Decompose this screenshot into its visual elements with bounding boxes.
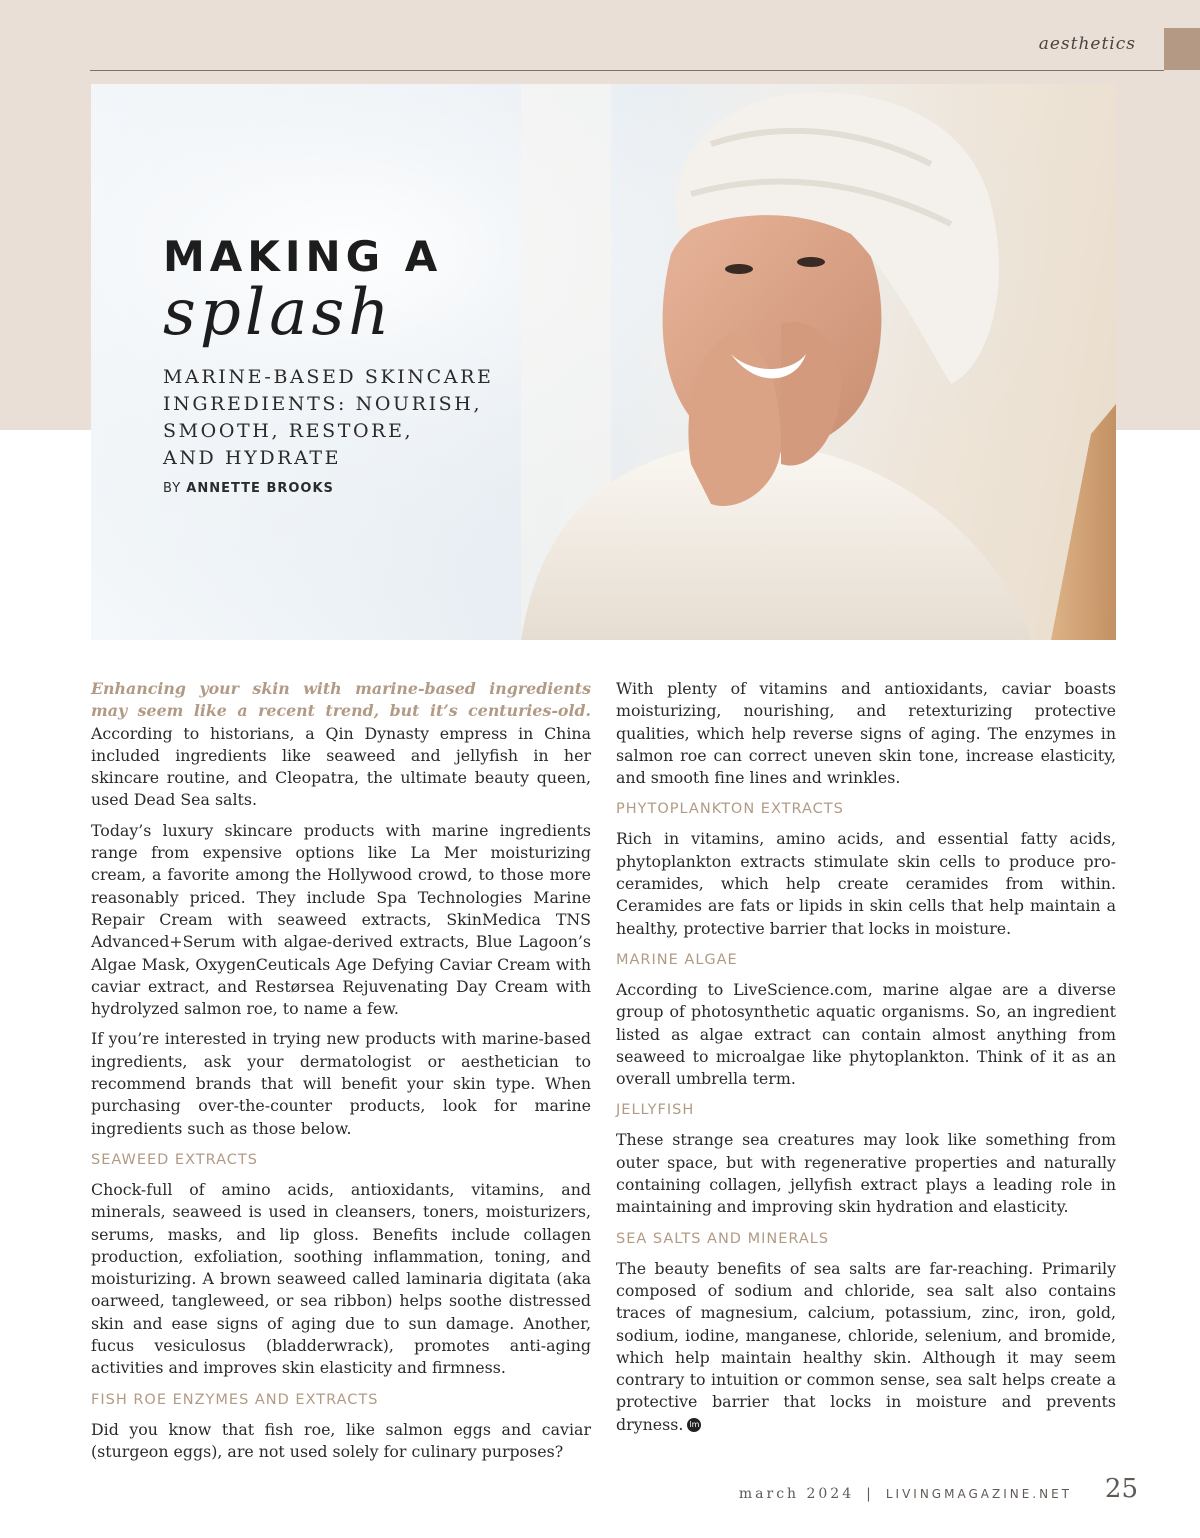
paragraph-text: According to historians, a Qin Dynasty empress in China included ingredients like seaweed and jellyfish in her skincare routine, and Cleopatra, the ultimate beauty queen, used Dead Sea salts. — [91, 723, 591, 810]
subhead-marine-algae: MARINE ALGAE — [616, 951, 738, 968]
article-paragraph: If you’re interested in trying new products with marine-based ingredients, ask your dermatologist or aesthetician to recommend brands that will benefit your skin type. When purchasing over-the-counter products, look for marine ingredients such as those below. — [91, 1029, 591, 1138]
subhead-sea-salts: SEA SALTS AND MINERALS — [616, 1230, 830, 1247]
end-mark-icon: lm — [687, 1418, 701, 1432]
byline — [163, 481, 334, 496]
deck-line: SMOOTH, RESTORE, — [163, 420, 414, 442]
article-paragraph: According to LiveScience.com, marine algae are a diverse group of photosynthetic aquatic organisms. So, an ingredient listed as algae extract can contain almost anything from seaweed to microalgae like phytoplankton. Think of it as an overall umbrella term. — [616, 979, 1116, 1089]
subhead-fish-roe: FISH ROE ENZYMES AND EXTRACTS — [91, 1391, 379, 1408]
footer-separator: | — [866, 1486, 874, 1502]
deck — [163, 364, 503, 472]
hero-photo — [91, 84, 1116, 640]
footer-site-link[interactable]: LIVINGMAGAZINE.NET — [885, 1487, 1072, 1501]
header-rule — [90, 70, 1164, 71]
article-paragraph: Chock-full of amino acids, antioxidants, vitamins, and minerals, seaweed is used in cleansers, toners, moisturizers, serums, masks, and lip gloss. Benefits include collagen production, exfoliation, soothing inflammation, toning, and moisturizing. A brown seaweed called laminaria digitata (aka oarweed, tangleweed, or sea ribbon) helps soothe distressed skin and ease signs of aging due to sun damage. Another, fucus vesiculosus (bladderwrack), promotes anti-aging activities and improves skin elasticity and firmness. — [91, 1179, 591, 1378]
article-paragraph: With plenty of vitamins and antioxidants, caviar boasts moisturizing, nourishing, and retexturizing protective qualities, which help reverse signs of aging. The enzymes in salmon roe can correct uneven skin tone, increase elasticity, and smooth fine lines and wrinkles. — [616, 679, 1116, 788]
deck-line: INGREDIENTS: NOURISH, — [163, 393, 483, 415]
byline-prefix: BY — [163, 481, 182, 496]
paragraph-text: The beauty benefits of sea salts are far-reaching. Primarily composed of sodium and chloride, sea salt also contains traces of magnesium, calcium, potassium, zinc, iron, gold, sodium, iodine, manganese, chloride, selenium, and bromide, which help maintain healthy skin. Although it may seem contrary to intuition or common sense, sea salt helps create a protective barrier that locks in moisture and prevents dryness. — [616, 1258, 1116, 1434]
article-paragraph: These strange sea creatures may look like something from outer space, but with regenerative properties and naturally containing collagen, jellyfish extract plays a leading role in maintaining and improving skin hydration and elasticity. — [616, 1130, 1116, 1217]
section-tab — [1164, 28, 1200, 70]
headline-line-2: splash — [163, 276, 394, 350]
headline-line-1: MAKING A — [163, 232, 443, 281]
deck-line: MARINE-BASED SKINCARE — [163, 366, 494, 388]
section-label: aesthetics — [1038, 34, 1136, 54]
article-paragraph: Did you know that fish roe, like salmon eggs and caviar (sturgeon eggs), are not used solely for culinary purposes? — [91, 1419, 591, 1461]
article-paragraph — [91, 678, 591, 812]
footer-issue: march 2024 — [738, 1486, 855, 1502]
article-paragraph — [616, 1258, 1116, 1436]
lead-text: Enhancing your skin with marine-based ingredients may seem like a recent trend, but it’s centuries-old. — [91, 679, 591, 721]
page-number: 25 — [1104, 1474, 1138, 1504]
footer — [739, 1486, 1072, 1502]
article-column-right — [616, 678, 1116, 1444]
byline-author: ANNETTE BROOKS — [186, 481, 334, 496]
deck-line: AND HYDRATE — [163, 447, 342, 469]
subhead-phytoplankton: PHYTOPLANKTON EXTRACTS — [616, 801, 844, 818]
subhead-seaweed: SEAWEED EXTRACTS — [91, 1151, 258, 1168]
subhead-jellyfish: JELLYFISH — [616, 1102, 695, 1119]
hero-illustration — [91, 84, 1116, 640]
article-paragraph: Today’s luxury skincare products with marine ingredients range from expensive options like La Mer moisturizing cream, a favorite among the Hollywood crowd, to those more reasonably priced. They include Spa Technologies Marine Repair Cream with seaweed extracts, SkinMedica TNS Advanced+Serum with algae-derived extracts, Blue Lagoon’s Algae Mask, OxygenCeuticals Age Defying Caviar Cream with caviar extract, and Restørsea Rejuvenating Day Cream with hydrolyzed salmon roe, to name a few. — [91, 820, 591, 1019]
article-column-left — [91, 678, 591, 1471]
article-paragraph: Rich in vitamins, amino acids, and essential fatty acids, phytoplankton extracts stimulate skin cells to produce pro-ceramides, which help create ceramides from within. Ceramides are fats or lipids in skin cells that help maintain a healthy, protective barrier that locks in moisture. — [616, 829, 1116, 938]
